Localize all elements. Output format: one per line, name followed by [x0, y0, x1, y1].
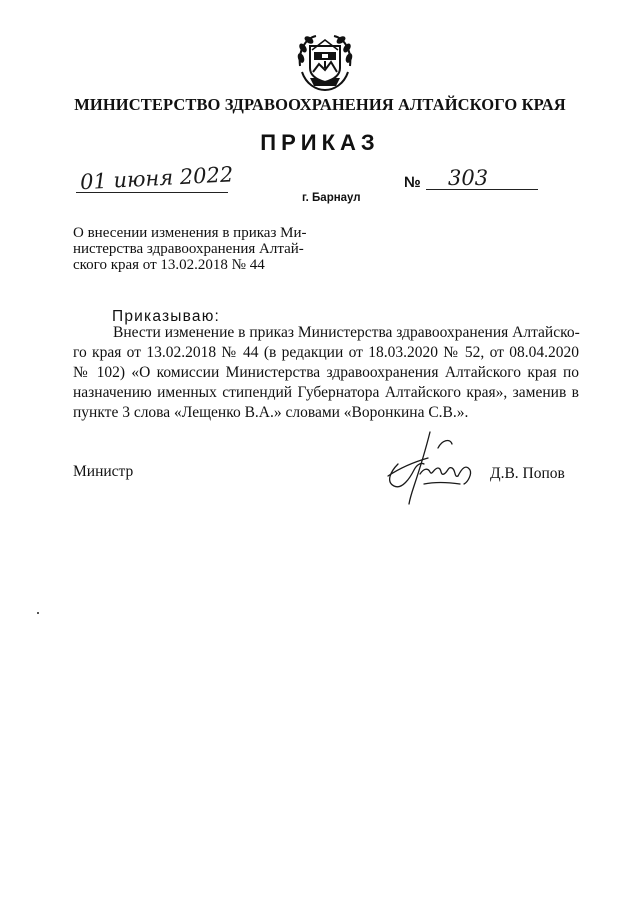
body-line: го края от 13.02.2018 № 44 (в редакции от 18.03.2020 № 52, от 08.04.2020	[73, 344, 579, 361]
subject-line: О внесении изменения в приказ Ми-	[73, 225, 307, 241]
subject-block	[73, 225, 338, 273]
signer-position: Министр	[73, 463, 134, 480]
scan-speck	[37, 612, 39, 614]
handwritten-date: 01 июня 2022	[79, 162, 234, 195]
document-type-title: ПРИКАЗ	[260, 130, 380, 155]
coat-of-arms-icon	[292, 28, 358, 94]
body-line: пункте 3 слова «Лещенко В.А.» словами «Воронкина С.В.».	[73, 404, 469, 421]
preamble: Приказываю:	[112, 308, 221, 325]
subject-line: ского края от 13.02.2018 № 44	[73, 257, 265, 273]
handwritten-signature-icon	[380, 428, 490, 508]
ministry-name: МИНИСТЕРСТВО ЗДРАВООХРАНЕНИЯ АЛТАЙСКОГО КРАЯ	[74, 95, 566, 114]
subject-line: нистерства здравоохранения Алтай-	[73, 241, 304, 257]
body-line: Внести изменение в приказ Министерства здравоохранения Алтайско-	[113, 324, 580, 341]
city-label: г. Барнаул	[302, 192, 361, 204]
order-body	[73, 323, 579, 423]
handwritten-number: 303	[448, 166, 489, 190]
body-line: назначению именных стипендий Губернатора Алтайского края», заменив в	[73, 384, 579, 401]
number-label: №	[404, 174, 421, 191]
signer-name: Д.В. Попов	[490, 465, 565, 482]
body-line: № 102) «О комиссии Министерства здравоохранения Алтайского края по	[73, 364, 579, 381]
